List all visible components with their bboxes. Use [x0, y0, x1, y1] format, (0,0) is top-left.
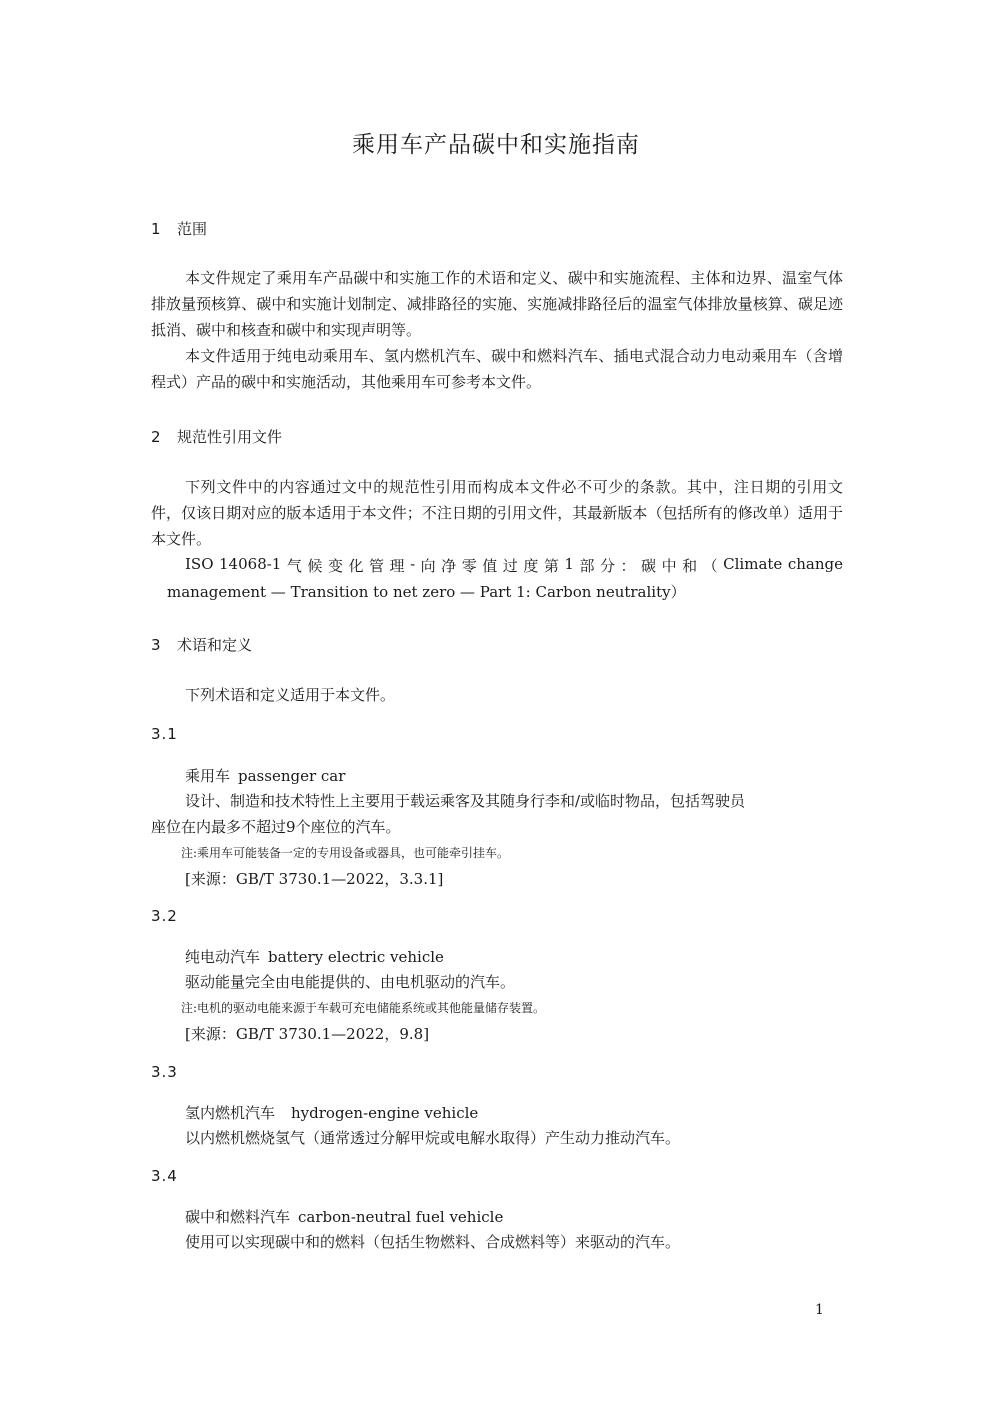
- ref-text: 向: [420, 557, 436, 575]
- ref-text: 净: [441, 557, 457, 575]
- term-english: hydrogen-engine vehicle: [291, 1104, 479, 1122]
- note-label: 注: [181, 846, 194, 860]
- ref-text: ：: [620, 557, 636, 575]
- ref-text: 第: [543, 557, 559, 575]
- section-1-paragraph-2: 本文件适用于纯电动乘用车、氢内燃机汽车、碳中和燃料汽车、插电式混合动力电动乘用车（含增程式）产品的碳中和实施活动，其他乘用车可参考本文件。: [151, 347, 843, 391]
- ref-text: 碳: [641, 557, 657, 575]
- ref-text: 中: [661, 557, 677, 575]
- term-heading: [185, 946, 444, 967]
- term-chinese: 纯电动汽车: [185, 948, 261, 966]
- section-title: 术语和定义: [177, 636, 253, 654]
- ref-text: 气: [286, 557, 302, 575]
- section-1-paragraph-1: 本文件规定了乘用车产品碳中和实施工作的术语和定义、碳中和实施流程、主体和边界、温室气体排放量预核算、碳中和实施计划制定、减排路径的实施、实施减排路径后的温室气体排放量核算、碳足迹抵消、碳中和核查和碳中和实现声明等。: [151, 269, 843, 339]
- section-2-paragraph-1: 下列文件中的内容通过文中的规范性引用而构成本文件必不可少的条款。其中，注日期的引用文件，仅该日期对应的版本适用于本文件；不注日期的引用文件，其最新版本（包括所有的修改单）适用于本文件。: [151, 478, 843, 548]
- section-title: 规范性引用文件: [177, 428, 283, 446]
- term-note: [181, 999, 545, 1016]
- term-definition: 设计、制造和技术特性上主要用于载运乘客及其随身行李和/或临时物品，包括驾驶员: [185, 792, 746, 810]
- section-2-heading: [151, 426, 282, 447]
- term-definition: 以内燃机燃烧氢气（通常透过分解甲烷或电解水取得）产生动力推动汽车。: [185, 1129, 681, 1147]
- section-1-heading: [151, 218, 207, 239]
- section-title: 范围: [177, 220, 208, 238]
- ref-text: 理: [389, 557, 405, 575]
- ref-text: 度: [523, 557, 539, 575]
- normative-reference-continued: management — Transition to net zero — Part 1: Carbon neutrality）: [167, 583, 686, 601]
- section-3-intro: 下列术语和定义适用于本文件。: [185, 686, 396, 704]
- clause-number: 3.2: [151, 907, 178, 925]
- note-text: :乘用车可能装备一定的专用设备或器具，也可能牵引挂车。: [193, 846, 510, 860]
- ref-text: Climate: [723, 555, 783, 573]
- term-english: battery electric vehicle: [268, 948, 444, 966]
- ref-text: 管: [369, 557, 385, 575]
- ref-text: ISO: [185, 555, 214, 573]
- section-number: 1: [151, 220, 161, 238]
- ref-text: 候: [307, 557, 323, 575]
- term-note: [181, 844, 509, 861]
- section-number: 3: [151, 636, 161, 654]
- ref-text: 分: [599, 557, 615, 575]
- term-source: [来源：GB/T 3730.1—2022，3.3.1]: [185, 870, 444, 888]
- document-title: 乘用车产品碳中和实施指南: [352, 132, 640, 158]
- term-english: carbon-neutral fuel vehicle: [298, 1208, 504, 1226]
- section-number: 2: [151, 428, 161, 446]
- term-chinese: 碳中和燃料汽车: [185, 1208, 291, 1226]
- clause-number: 3.3: [151, 1063, 178, 1081]
- term-definition: 驱动能量完全由电能提供的、由电机驱动的汽车。: [185, 973, 516, 991]
- clause-number: 3.4: [151, 1167, 178, 1185]
- ref-text: 和: [682, 557, 698, 575]
- term-heading: [185, 1206, 503, 1227]
- term-definition-continued: 座位在内最多不超过9个座位的汽车。: [151, 818, 401, 836]
- ref-text: （: [702, 557, 718, 575]
- ref-text: 化: [348, 557, 364, 575]
- term-source: [来源：GB/T 3730.1—2022，9.8]: [185, 1025, 430, 1043]
- page-number: 1: [815, 1302, 824, 1318]
- section-3-heading: [151, 634, 252, 655]
- term-chinese: 氢内燃机汽车: [185, 1104, 276, 1122]
- ref-text: 14068-1: [219, 555, 282, 573]
- term-english: passenger car: [238, 767, 346, 785]
- ref-text: 值: [482, 557, 498, 575]
- ref-text: 1: [564, 555, 574, 573]
- normative-reference: [185, 555, 843, 576]
- term-heading: [185, 765, 345, 786]
- ref-text: 零: [461, 557, 477, 575]
- note-label: 注: [181, 1001, 194, 1015]
- ref-text: change: [787, 555, 843, 573]
- clause-number: 3.1: [151, 725, 178, 743]
- term-heading: [185, 1102, 478, 1123]
- term-definition: 使用可以实现碳中和的燃料（包括生物燃料、合成燃料等）来驱动的汽车。: [185, 1233, 681, 1251]
- ref-text: 过: [502, 557, 518, 575]
- ref-text: 变: [327, 557, 343, 575]
- term-chinese: 乘用车: [185, 767, 231, 785]
- note-text: :电机的驱动电能来源于车载可充电储能系统或其他能量储存装置。: [193, 1001, 546, 1015]
- ref-text: 部: [579, 557, 595, 575]
- ref-text: -: [410, 555, 416, 573]
